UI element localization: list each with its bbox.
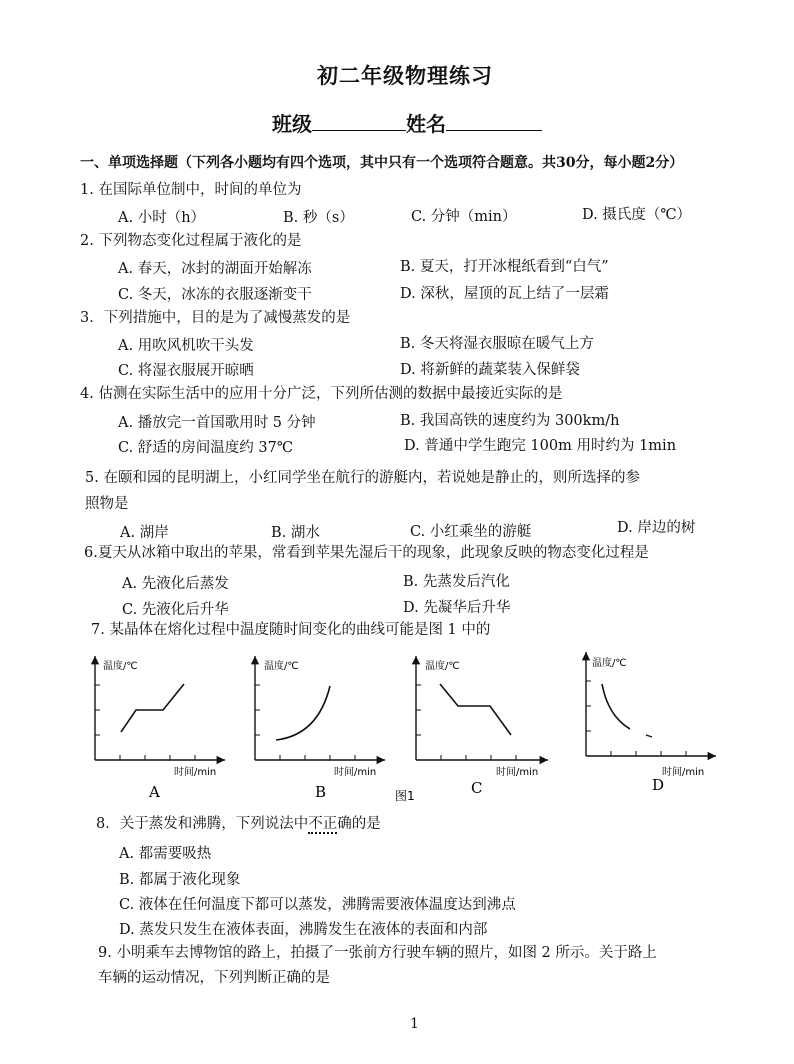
q9-stem-line2: 车辆的运动情况，下列判断正确的是 [98, 970, 330, 986]
class-label: 班级 [272, 112, 312, 136]
q8-stem [96, 815, 381, 833]
q2-stem: 2. 下列物态变化过程属于液化的是 [80, 233, 302, 249]
graph-b-letter: B [315, 783, 327, 801]
q8-stem-pre: 8．关于蒸发和沸腾，下列说法中 [96, 816, 309, 832]
q5-stem-line1: 5. 在颐和园的昆明湖上，小红同学坐在航行的游艇内，若说她是静止的，则所选择的参 [85, 470, 640, 486]
q8-option-b: B. 都属于液化现象 [119, 872, 241, 888]
q8-option-c: C. 液体在任何温度下都可以蒸发，沸腾需要液体温度达到沸点 [119, 897, 516, 913]
q3-option-b: B. 冬天将湿衣服晾在暖气上方 [400, 336, 594, 352]
q8-stem-post: 确的是 [337, 816, 381, 832]
q6-option-b: B. 先蒸发后汽化 [403, 574, 510, 590]
graph-b-curve [276, 686, 330, 740]
graph-c-xlabel: 时间/min [496, 767, 539, 778]
q2-option-d: D. 深秋，屋顶的瓦上结了一层霜 [400, 286, 609, 302]
q4-option-b: B. 我国高铁的速度约为 300km/h [400, 413, 620, 429]
q2-option-c: C. 冬天，冰冻的衣服逐渐变干 [118, 287, 312, 303]
q2-option-a: A. 春天，冰封的湖面开始解冻 [118, 261, 312, 277]
q6-option-c: C. 先液化后升华 [122, 602, 229, 618]
graph-b-xlabel: 时间/min [334, 767, 377, 778]
graph-d-xlabel: 时间/min [662, 767, 705, 778]
graph-a-curve [121, 684, 184, 732]
graph-d-curve [602, 684, 630, 729]
graph-c [416, 656, 548, 797]
q4-option-a: A. 播放完一首国歌用时 5 分钟 [118, 415, 316, 431]
graph-d-letter: D [652, 776, 665, 794]
graph-d-ylabel: 温度/℃ [592, 658, 627, 669]
q3-option-d: D. 将新鲜的蔬菜装入保鲜袋 [400, 362, 580, 378]
q1-option-a: A. 小时（h） [118, 210, 206, 226]
graph-b [255, 656, 385, 801]
q6-option-d: D. 先凝华后升华 [403, 600, 511, 616]
graph-d [586, 652, 716, 794]
q7-stem: 7. 某晶体在熔化过程中温度随时间变化的曲线可能是图 1 中的 [91, 622, 491, 638]
graph-b-ylabel: 温度/℃ [264, 661, 299, 672]
q5-option-a: A. 湖岸 [120, 525, 169, 541]
graph-d-curve-tail [646, 735, 652, 737]
name-label: 姓名 [406, 112, 446, 136]
graph-a [95, 656, 225, 801]
page-number: 1 [410, 1016, 419, 1032]
class-blank[interactable] [312, 112, 406, 131]
page-title: 初二年级物理练习 [317, 63, 493, 88]
q4-option-d: D. 普通中学生跑完 100m 用时约为 1min [404, 438, 677, 454]
graph-c-curve [440, 684, 511, 735]
graph-a-xlabel: 时间/min [174, 767, 217, 778]
q3-option-c: C. 将湿衣服展开晾晒 [118, 363, 254, 379]
graph-c-ylabel: 温度/℃ [425, 661, 460, 672]
q5-option-b: B. 湖水 [271, 525, 320, 541]
q6-stem: 6.夏天从冰箱中取出的苹果，常看到苹果先湿后干的现象，此现象反映的物态变化过程是 [84, 545, 649, 561]
class-name-line [272, 108, 542, 137]
q5-option-d: D. 岸边的树 [617, 520, 696, 536]
q8-stem-emphasis: 不正 [308, 816, 338, 832]
graph-a-ylabel: 温度/℃ [103, 661, 138, 672]
q3-stem: 3．下列措施中，目的是为了减慢蒸发的是 [80, 310, 351, 326]
q5-stem-line2: 照物是 [85, 496, 129, 512]
q6-option-a: A. 先液化后蒸发 [122, 576, 229, 592]
figure-1 [0, 640, 794, 810]
q3-option-a: A. 用吹风机吹干头发 [118, 338, 254, 354]
q4-stem: 4. 估测在实际生活中的应用十分广泛，下列所估测的数据中最接近实际的是 [80, 386, 563, 402]
q2-option-b: B. 夏天，打开冰棍纸看到“白气” [400, 259, 609, 275]
q5-option-c: C. 小红乘坐的游艇 [410, 524, 532, 540]
q8-option-d: D. 蒸发只发生在液体表面，沸腾发生在液体的表面和内部 [119, 922, 488, 938]
q1-option-c: C. 分钟（min） [411, 209, 517, 225]
q1-stem: 1. 在国际单位制中，时间的单位为 [80, 182, 302, 198]
q1-option-b: B. 秒（s） [283, 210, 354, 226]
q9-stem-line1: 9. 小明乘车去博物馆的路上，拍摄了一张前方行驶车辆的照片，如图 2 所示。关于路上 [98, 945, 657, 961]
q1-option-d: D. 摄氏度（℃） [582, 207, 692, 223]
q4-option-c: C. 舒适的房间温度约 37℃ [118, 440, 294, 456]
graph-c-letter: C [471, 779, 483, 797]
name-blank[interactable] [446, 112, 542, 131]
figure-1-caption: 图1 [395, 789, 415, 803]
section-heading: 一、单项选择题（下列各小题均有四个选项，其中只有一个选项符合题意。共30分，每小题2分） [80, 155, 684, 171]
q8-option-a: A. 都需要吸热 [119, 846, 212, 862]
graph-a-letter: A [149, 783, 160, 801]
